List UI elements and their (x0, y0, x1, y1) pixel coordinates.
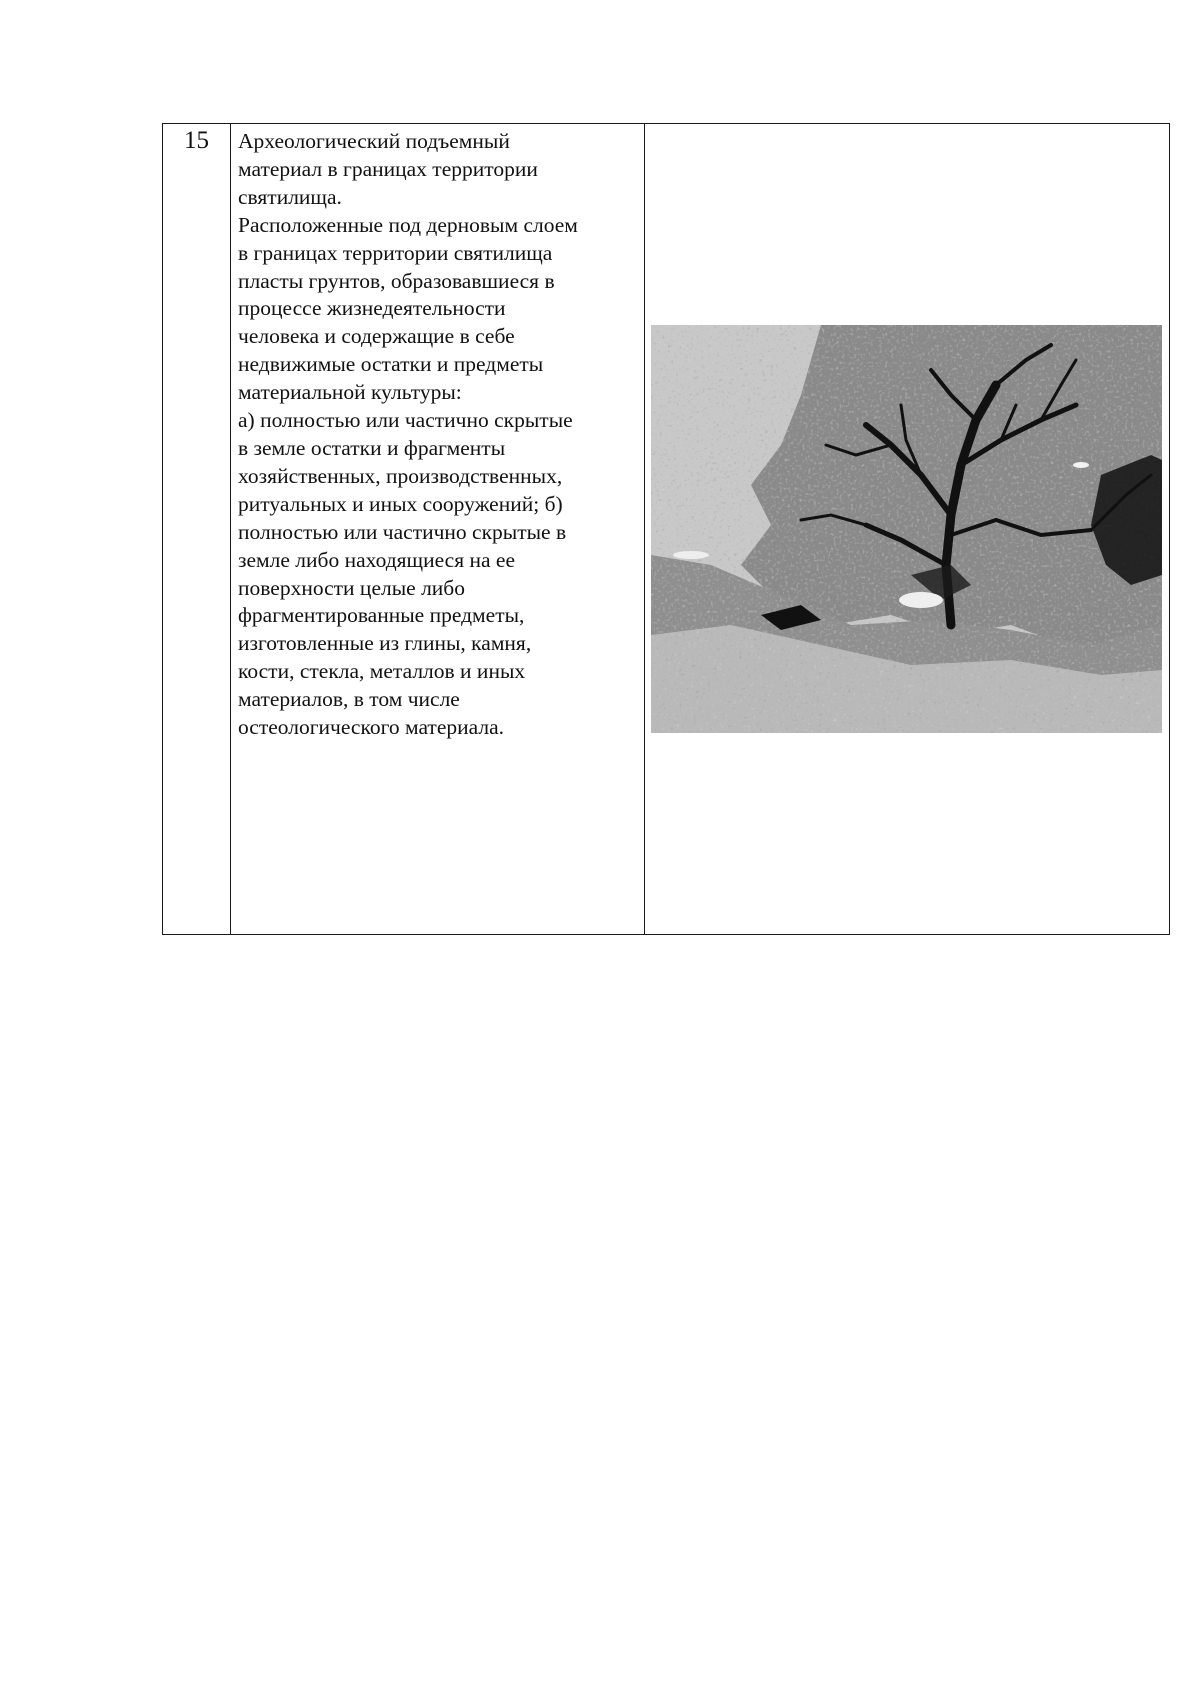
row-photo-cell (645, 124, 1170, 935)
table-row (163, 124, 1170, 935)
description-line: кости, стекла, металлов и иных (238, 659, 526, 684)
row-number-cell (163, 124, 231, 935)
description-line: земле либо находящиеся на ее (238, 547, 515, 572)
tree-photo (651, 325, 1162, 733)
row-description (238, 128, 638, 742)
description-line: полностью или частично скрытые в (238, 519, 567, 544)
description-line: материал в границах территории (238, 156, 538, 181)
row-number: 15 (184, 127, 209, 154)
monument-items-table (162, 123, 1170, 935)
description-line: материальной культуры: (238, 380, 462, 405)
description-line: пласты грунтов, образовавшиеся в (238, 268, 555, 293)
description-line: Археологический подъемный (238, 129, 510, 153)
row-description-cell (231, 124, 645, 935)
description-line: остеологического материала. (238, 715, 504, 740)
description-line: в границах территории святилища (238, 240, 553, 265)
description-line: Расположенные под дерновым слоем (238, 212, 578, 237)
description-line: поверхности целые либо (238, 575, 465, 600)
description-line: ритуальных и иных сооружений; б) (238, 491, 563, 516)
description-line: человека и содержащие в себе (238, 324, 515, 349)
description-line: процессе жизнедеятельности (238, 296, 506, 321)
description-line: хозяйственных, производственных, (238, 463, 563, 488)
description-line: фрагментированные предметы, (238, 603, 525, 628)
description-line: а) полностью или частично скрытые (238, 408, 573, 433)
description-line: изготовленные из глины, камня, (238, 631, 532, 656)
description-line: святилища. (238, 184, 342, 209)
description-line: материалов, в том числе (238, 687, 460, 712)
description-line: в земле остатки и фрагменты (238, 435, 506, 460)
description-line: недвижимые остатки и предметы (238, 352, 544, 377)
